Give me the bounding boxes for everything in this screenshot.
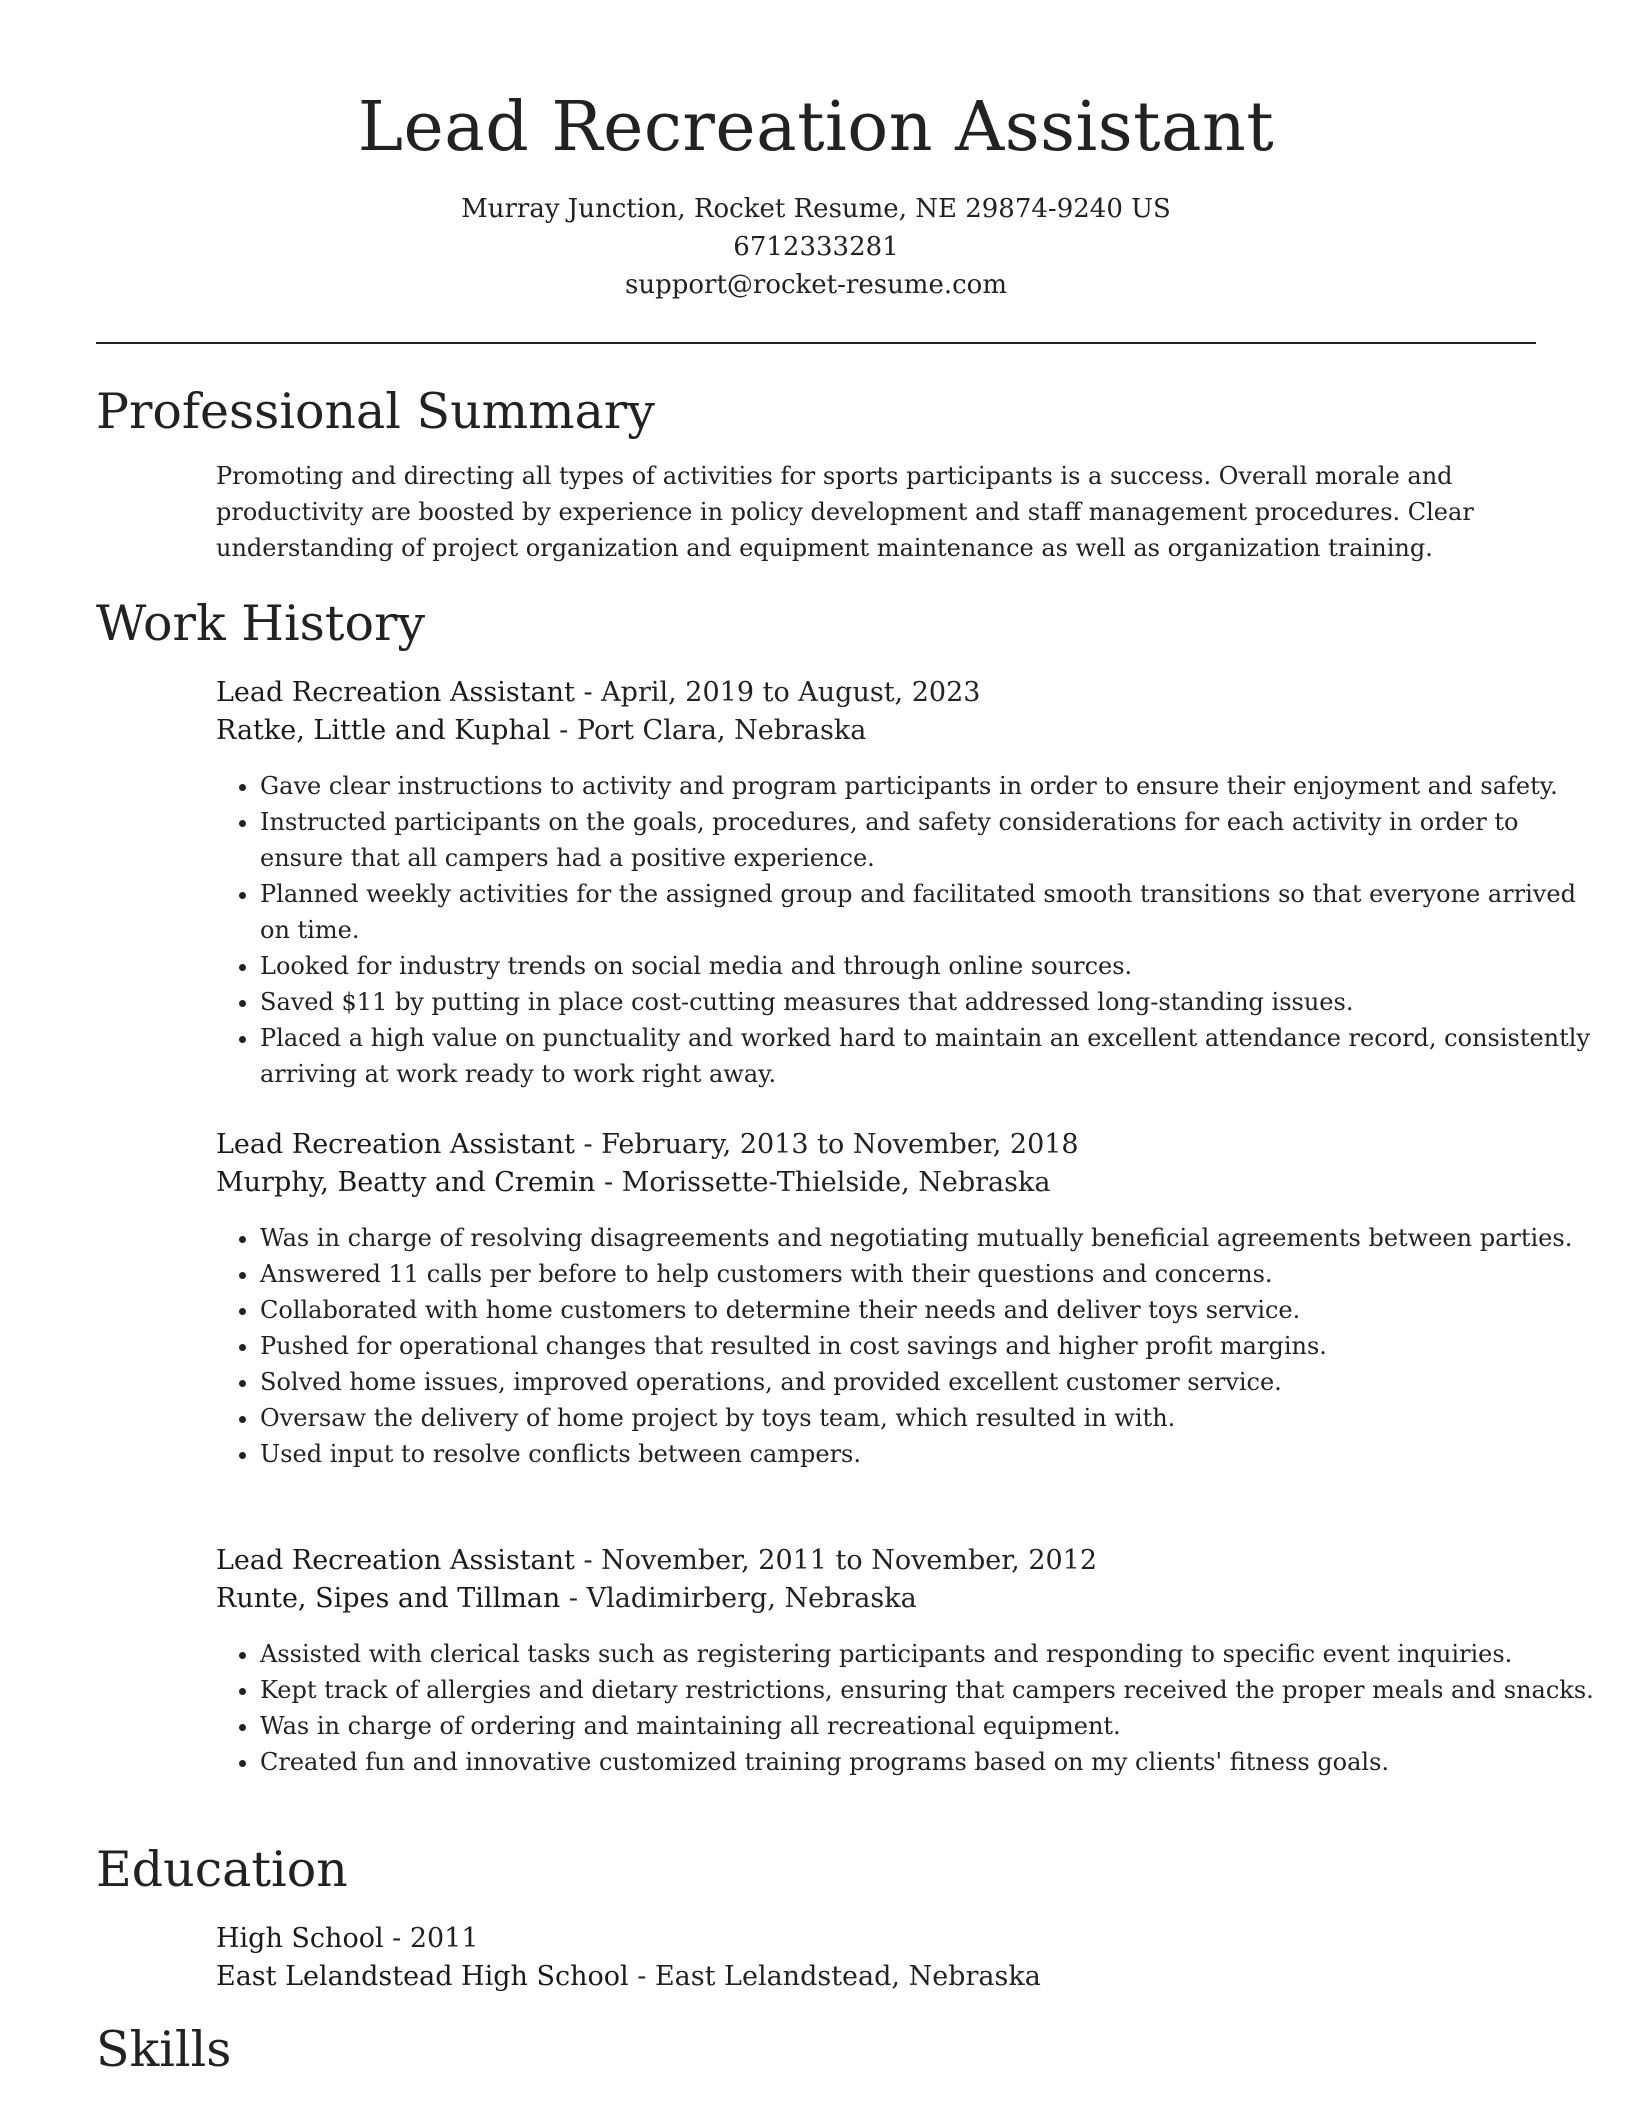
list-item: • Planned weekly activities for the assigned group and facilitated smooth transitions so that everyone arrived on time.: [260, 876, 1600, 948]
list-item: • Looked for industry trends on social media and through online sources.: [260, 948, 1600, 984]
summary-text: Promoting and directing all types of activities for sports participants is a success. Overall morale and productivity are boosted by experience in policy development and staff management procedures. Clear understanding of project organization and equipment maintenance as well as organization training.: [216, 462, 1474, 562]
job-dates: - November, 2011 to November, 2012: [574, 1545, 1098, 1576]
job-header: [216, 674, 1536, 750]
resume-header: [0, 0, 1632, 304]
job-header: [216, 1542, 1536, 1618]
list-item: • Kept track of allergies and dietary restrictions, ensuring that campers received the proper meals and snacks.: [260, 1672, 1600, 1708]
list-item: • Instructed participants on the goals, procedures, and safety considerations for each activity in order to ensure that all campers had a positive experience.: [260, 804, 1600, 876]
section-title-work-history: Work History: [96, 595, 426, 652]
list-item: • Saved $11 by putting in place cost-cutting measures that addressed long-standing issues.: [260, 984, 1600, 1020]
list-item: • Pushed for operational changes that resulted in cost savings and higher profit margins.: [260, 1328, 1600, 1364]
contact-address: Murray Junction, Rocket Resume, NE 29874-9240 US: [461, 194, 1171, 224]
list-item: • Solved home issues, improved operations, and provided excellent customer service.: [260, 1364, 1600, 1400]
job-company: Ratke, Little and Kuphal: [216, 715, 551, 746]
job-bullets: [216, 1220, 1600, 1472]
education-school: East Lelandstead High School: [216, 1961, 629, 1992]
list-item: • Answered 11 calls per before to help customers with their questions and concerns.: [260, 1256, 1600, 1292]
job-company: Murphy, Beatty and Cremin: [216, 1167, 596, 1198]
job-company: Runte, Sipes and Tillman: [216, 1583, 561, 1614]
section-title-skills: Skills: [96, 2021, 232, 2078]
section-title-education: Education: [96, 1841, 348, 1898]
candidate-name: Lead Recreation Assistant: [357, 88, 1275, 167]
contact-block: [0, 190, 1632, 304]
education-degree: High School: [216, 1923, 384, 1954]
job-location: - Port Clara, Nebraska: [550, 715, 867, 746]
job-role: Lead Recreation Assistant: [216, 1129, 575, 1160]
list-item: • Collaborated with home customers to determine their needs and deliver toys service.: [260, 1292, 1600, 1328]
education-entry: [216, 1920, 1536, 1996]
section-title-summary: Professional Summary: [96, 383, 655, 440]
contact-phone: 6712333281: [733, 232, 899, 262]
job-dates: - February, 2013 to November, 2018: [574, 1129, 1079, 1160]
list-item: • Assisted with clerical tasks such as registering participants and responding to specific event inquiries.: [260, 1636, 1600, 1672]
job-bullets: [216, 768, 1600, 1092]
job-header: [216, 1126, 1536, 1202]
job-location: - Vladimirberg, Nebraska: [560, 1583, 917, 1614]
job-role: Lead Recreation Assistant: [216, 677, 575, 708]
list-item: • Was in charge of ordering and maintaining all recreational equipment.: [260, 1708, 1600, 1744]
job-bullets: [216, 1636, 1600, 1780]
list-item: • Gave clear instructions to activity and program participants in order to ensure their enjoyment and safety.: [260, 768, 1600, 804]
header-divider: [96, 342, 1536, 344]
list-item: • Used input to resolve conflicts between campers.: [260, 1436, 1600, 1472]
education-year: - 2011: [383, 1923, 479, 1954]
job-role: Lead Recreation Assistant: [216, 1545, 575, 1576]
contact-email: support@rocket-resume.com: [624, 270, 1007, 300]
list-item: • Placed a high value on punctuality and worked hard to maintain an excellent attendance record, consistently arriving at work ready to work right away.: [260, 1020, 1600, 1092]
education-location: - East Lelandstead, Nebraska: [628, 1961, 1041, 1992]
list-item: • Was in charge of resolving disagreements and negotiating mutually beneficial agreements between parties.: [260, 1220, 1600, 1256]
list-item: • Created fun and innovative customized training programs based on my clients' fitness goals.: [260, 1744, 1600, 1780]
job-dates: - April, 2019 to August, 2023: [574, 677, 981, 708]
list-item: • Oversaw the delivery of home project by toys team, which resulted in with.: [260, 1400, 1600, 1436]
job-location: - Morissette-Thielside, Nebraska: [595, 1167, 1051, 1198]
